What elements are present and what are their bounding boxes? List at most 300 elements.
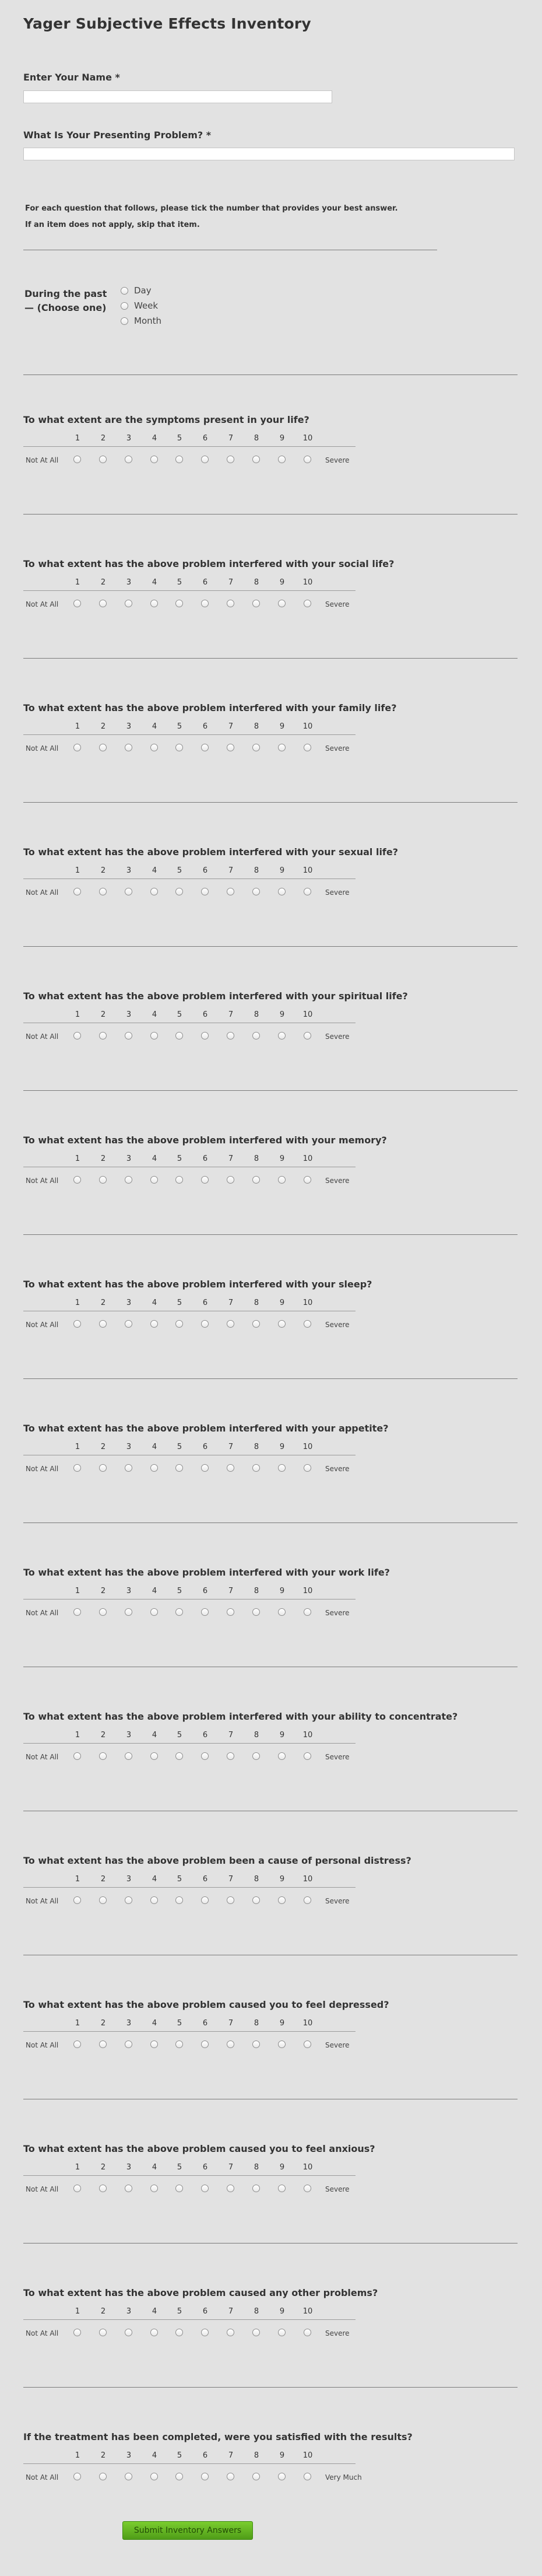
scale-high-label: Severe [325, 1609, 350, 1617]
rating-radio-3[interactable] [125, 1464, 132, 1472]
rating-radio-1[interactable] [73, 2041, 81, 2048]
rating-radio-3[interactable] [125, 2329, 132, 2336]
scale-number: 3 [126, 1298, 132, 1307]
rating-radio-8[interactable] [252, 1608, 260, 1616]
scale-number: 3 [126, 1875, 132, 1884]
scale-number: 9 [279, 1731, 285, 1740]
scale-number: 1 [75, 722, 80, 731]
rating-radio-7[interactable] [227, 2041, 234, 2048]
scale-number: 3 [126, 1443, 132, 1451]
scale-number: 2 [100, 1731, 106, 1740]
rating-radio-9[interactable] [278, 2329, 286, 2336]
rating-radio-5[interactable] [175, 456, 183, 463]
scale-number: 8 [254, 1875, 259, 1884]
rating-radio-6[interactable] [201, 2329, 209, 2336]
rating-radio-9[interactable] [278, 1032, 286, 1040]
scale-number: 1 [75, 1154, 80, 1163]
rating-radio-1[interactable] [73, 1752, 81, 1760]
scale-number: 4 [152, 1731, 157, 1740]
rating-radio-6[interactable] [201, 600, 209, 607]
scale-high-label: Severe [325, 1465, 350, 1473]
rating-radio-3[interactable] [125, 888, 132, 895]
rating-radio-2[interactable] [99, 744, 107, 751]
rating-radio-3[interactable] [125, 1032, 132, 1040]
scale-number: 3 [126, 434, 132, 443]
scale-number: 10 [302, 434, 313, 443]
scale-low-label: Not At All [26, 456, 59, 464]
scale-low-label: Not At All [26, 2185, 59, 2193]
rating-radio-10[interactable] [304, 1464, 311, 1472]
rating-radio-5[interactable] [175, 744, 183, 751]
scale-low-label: Not At All [26, 1465, 59, 1473]
rating-radio-4[interactable] [150, 1608, 158, 1616]
question-block [0, 2431, 542, 2576]
rating-radio-7[interactable] [227, 456, 234, 463]
rating-radio-8[interactable] [252, 600, 260, 607]
scale-number: 6 [202, 2307, 208, 2316]
rating-radio-10[interactable] [304, 2185, 311, 2192]
rating-radio-2[interactable] [99, 600, 107, 607]
period-radio-week[interactable] [121, 302, 128, 310]
rating-radio-5[interactable] [175, 600, 183, 607]
rating-radio-3[interactable] [125, 1752, 132, 1760]
scale-number: 6 [202, 866, 208, 875]
rating-radio-4[interactable] [150, 1752, 158, 1760]
rating-radio-9[interactable] [278, 600, 286, 607]
period-option-week[interactable] [121, 300, 158, 311]
rating-radio-9[interactable] [278, 2185, 286, 2192]
scale-high-label: Severe [325, 1897, 350, 1905]
rating-radio-1[interactable] [73, 456, 81, 463]
question-text: To what extent has the above problem interfered with your ability to concentrate? [23, 1711, 458, 1722]
scale-low-label: Not At All [26, 2473, 59, 2482]
scale-number: 6 [202, 1154, 208, 1163]
scale-number: 9 [279, 1587, 285, 1595]
rating-radio-5[interactable] [175, 2185, 183, 2192]
scale-number: 4 [152, 1875, 157, 1884]
question-block [0, 1567, 542, 1712]
page-title: Yager Subjective Effects Inventory [23, 15, 311, 32]
scale-divider [23, 1599, 356, 1600]
rating-radio-8[interactable] [252, 1320, 260, 1328]
scale-number: 6 [202, 1010, 208, 1019]
scale-number: 7 [228, 2451, 234, 2460]
rating-radio-4[interactable] [150, 1176, 158, 1184]
scale-number: 8 [254, 2163, 259, 2172]
rating-radio-5[interactable] [175, 888, 183, 895]
rating-radio-9[interactable] [278, 1896, 286, 1904]
scale-number: 1 [75, 2307, 80, 2316]
period-option-day[interactable] [121, 285, 152, 296]
scale-number: 2 [100, 1154, 106, 1163]
rating-radio-7[interactable] [227, 600, 234, 607]
rating-radio-8[interactable] [252, 2185, 260, 2192]
rating-radio-10[interactable] [304, 600, 311, 607]
rating-radio-7[interactable] [227, 2473, 234, 2480]
rating-radio-1[interactable] [73, 2329, 81, 2336]
rating-radio-8[interactable] [252, 1896, 260, 1904]
rating-radio-9[interactable] [278, 888, 286, 895]
scale-number: 1 [75, 1443, 80, 1451]
rating-radio-6[interactable] [201, 1752, 209, 1760]
rating-radio-2[interactable] [99, 1464, 107, 1472]
rating-radio-6[interactable] [201, 2473, 209, 2480]
scale-number: 1 [75, 1587, 80, 1595]
scale-number: 5 [177, 2163, 182, 2172]
scale-low-label: Not At All [26, 744, 59, 752]
scale-number: 5 [177, 2451, 182, 2460]
scale-number: 3 [126, 1010, 132, 1019]
rating-radio-6[interactable] [201, 1608, 209, 1616]
rating-radio-3[interactable] [125, 456, 132, 463]
rating-radio-1[interactable] [73, 1896, 81, 1904]
rating-radio-10[interactable] [304, 1176, 311, 1184]
scale-number: 7 [228, 722, 234, 731]
rating-radio-4[interactable] [150, 1896, 158, 1904]
question-block [0, 558, 542, 703]
rating-radio-5[interactable] [175, 2329, 183, 2336]
scale-number: 2 [100, 2163, 106, 2172]
rating-radio-5[interactable] [175, 1608, 183, 1616]
rating-radio-6[interactable] [201, 888, 209, 895]
scale-number: 3 [126, 2307, 132, 2316]
scale-number: 10 [302, 722, 313, 731]
scale-number: 5 [177, 578, 182, 587]
rating-radio-3[interactable] [125, 600, 132, 607]
scale-number: 9 [279, 1443, 285, 1451]
scale-low-label: Not At All [26, 2329, 59, 2337]
scale-number: 10 [302, 1154, 313, 1163]
rating-radio-1[interactable] [73, 600, 81, 607]
question-divider [23, 946, 518, 947]
scale-number: 9 [279, 2019, 285, 2028]
rating-radio-3[interactable] [125, 1176, 132, 1184]
rating-radio-2[interactable] [99, 2473, 107, 2480]
question-divider [23, 1234, 518, 1235]
question-block [0, 2287, 542, 2432]
rating-radio-8[interactable] [252, 1032, 260, 1040]
scale-number: 8 [254, 1587, 259, 1595]
rating-radio-7[interactable] [227, 744, 234, 751]
scale-high-label: Severe [325, 2185, 350, 2193]
rating-radio-10[interactable] [304, 2041, 311, 2048]
scale-number: 2 [100, 578, 106, 587]
rating-radio-3[interactable] [125, 1320, 132, 1328]
rating-radio-9[interactable] [278, 1752, 286, 1760]
rating-radio-7[interactable] [227, 1320, 234, 1328]
scale-number: 5 [177, 1010, 182, 1019]
rating-radio-10[interactable] [304, 888, 311, 895]
period-label: During the past — (Choose one) [24, 288, 107, 313]
rating-radio-10[interactable] [304, 1752, 311, 1760]
rating-radio-1[interactable] [73, 1464, 81, 1472]
scale-number: 10 [302, 1731, 313, 1740]
rating-radio-9[interactable] [278, 1608, 286, 1616]
scale-number: 1 [75, 2163, 80, 2172]
rating-radio-3[interactable] [125, 2185, 132, 2192]
period-radio-month[interactable] [121, 317, 128, 325]
rating-radio-5[interactable] [175, 1176, 183, 1184]
rating-radio-5[interactable] [175, 1896, 183, 1904]
rating-radio-6[interactable] [201, 456, 209, 463]
scale-number: 4 [152, 866, 157, 875]
scale-number: 4 [152, 1587, 157, 1595]
rating-radio-9[interactable] [278, 2041, 286, 2048]
scale-number: 9 [279, 1154, 285, 1163]
rating-radio-5[interactable] [175, 1464, 183, 1472]
scale-number: 9 [279, 2451, 285, 2460]
question-block [0, 1279, 542, 1423]
scale-number: 6 [202, 1443, 208, 1451]
scale-number: 9 [279, 866, 285, 875]
scale-number: 5 [177, 1875, 182, 1884]
scale-number: 6 [202, 2451, 208, 2460]
scale-high-label: Severe [325, 600, 350, 608]
rating-radio-8[interactable] [252, 1464, 260, 1472]
rating-radio-5[interactable] [175, 2473, 183, 2480]
scale-number: 6 [202, 2019, 208, 2028]
rating-radio-10[interactable] [304, 1032, 311, 1040]
rating-radio-1[interactable] [73, 888, 81, 895]
scale-low-label: Not At All [26, 1321, 59, 1329]
scale-high-label: Severe [325, 888, 350, 897]
rating-radio-2[interactable] [99, 2041, 107, 2048]
scale-number: 6 [202, 1875, 208, 1884]
period-divider [23, 374, 518, 375]
scale-number: 3 [126, 2451, 132, 2460]
rating-radio-6[interactable] [201, 744, 209, 751]
scale-number: 3 [126, 722, 132, 731]
scale-number: 1 [75, 2019, 80, 2028]
rating-radio-4[interactable] [150, 456, 158, 463]
scale-number: 1 [75, 1875, 80, 1884]
rating-radio-6[interactable] [201, 1896, 209, 1904]
period-option-month[interactable] [121, 316, 161, 326]
rating-radio-4[interactable] [150, 1464, 158, 1472]
rating-radio-4[interactable] [150, 2041, 158, 2048]
scale-high-label: Severe [325, 2041, 350, 2049]
rating-radio-6[interactable] [201, 1320, 209, 1328]
rating-radio-1[interactable] [73, 2185, 81, 2192]
rating-radio-7[interactable] [227, 2185, 234, 2192]
scale-number: 4 [152, 434, 157, 443]
scale-number: 5 [177, 1731, 182, 1740]
rating-radio-3[interactable] [125, 1896, 132, 1904]
scale-number: 8 [254, 434, 259, 443]
rating-radio-8[interactable] [252, 2329, 260, 2336]
scale-number: 3 [126, 2163, 132, 2172]
scale-number: 8 [254, 2451, 259, 2460]
scale-number: 6 [202, 1587, 208, 1595]
rating-radio-7[interactable] [227, 888, 234, 895]
rating-radio-4[interactable] [150, 888, 158, 895]
rating-radio-9[interactable] [278, 744, 286, 751]
scale-number: 4 [152, 1443, 157, 1451]
rating-radio-10[interactable] [304, 1896, 311, 1904]
scale-number: 7 [228, 2019, 234, 2028]
rating-radio-1[interactable] [73, 1176, 81, 1184]
rating-radio-2[interactable] [99, 1896, 107, 1904]
period-radio-day[interactable] [121, 287, 128, 295]
scale-number: 4 [152, 1154, 157, 1163]
rating-radio-10[interactable] [304, 1608, 311, 1616]
rating-radio-2[interactable] [99, 1752, 107, 1760]
rating-radio-4[interactable] [150, 2473, 158, 2480]
scale-number: 10 [302, 1875, 313, 1884]
scale-number: 8 [254, 866, 259, 875]
rating-radio-9[interactable] [278, 456, 286, 463]
name-input[interactable] [23, 90, 332, 103]
question-text: To what extent has the above problem been a cause of personal distress? [23, 1855, 411, 1866]
scale-number: 8 [254, 2307, 259, 2316]
rating-radio-6[interactable] [201, 1032, 209, 1040]
scale-number: 9 [279, 2307, 285, 2316]
scale-number: 8 [254, 2019, 259, 2028]
question-divider [23, 658, 518, 659]
scale-number: 1 [75, 1731, 80, 1740]
rating-radio-6[interactable] [201, 1176, 209, 1184]
scale-number: 1 [75, 1010, 80, 1019]
rating-radio-9[interactable] [278, 2473, 286, 2480]
scale-divider [23, 2175, 356, 2176]
scale-number: 2 [100, 722, 106, 731]
rating-radio-4[interactable] [150, 744, 158, 751]
scale-number: 9 [279, 722, 285, 731]
rating-radio-2[interactable] [99, 456, 107, 463]
scale-divider [23, 2031, 356, 2032]
rating-radio-3[interactable] [125, 1608, 132, 1616]
rating-radio-1[interactable] [73, 744, 81, 751]
rating-radio-2[interactable] [99, 1032, 107, 1040]
scale-number: 2 [100, 866, 106, 875]
rating-radio-10[interactable] [304, 744, 311, 751]
rating-radio-8[interactable] [252, 456, 260, 463]
rating-radio-3[interactable] [125, 744, 132, 751]
rating-radio-7[interactable] [227, 1464, 234, 1472]
scale-number: 6 [202, 1298, 208, 1307]
rating-radio-6[interactable] [201, 1464, 209, 1472]
problem-input[interactable] [23, 148, 515, 160]
scale-number: 2 [100, 1875, 106, 1884]
rating-radio-4[interactable] [150, 1320, 158, 1328]
rating-radio-4[interactable] [150, 2329, 158, 2336]
rating-radio-2[interactable] [99, 888, 107, 895]
rating-radio-4[interactable] [150, 600, 158, 607]
scale-low-label: Not At All [26, 888, 59, 897]
rating-radio-8[interactable] [252, 888, 260, 895]
question-block [0, 1423, 542, 1567]
scale-number: 10 [302, 1010, 313, 1019]
scale-number: 9 [279, 1298, 285, 1307]
rating-radio-8[interactable] [252, 744, 260, 751]
rating-radio-7[interactable] [227, 1752, 234, 1760]
rating-radio-7[interactable] [227, 2329, 234, 2336]
question-text: If the treatment has been completed, were you satisfied with the results? [23, 2431, 413, 2442]
rating-radio-2[interactable] [99, 1176, 107, 1184]
submit-button[interactable]: Submit Inventory Answers [122, 2521, 253, 2540]
rating-radio-3[interactable] [125, 2473, 132, 2480]
rating-radio-5[interactable] [175, 1032, 183, 1040]
scale-number: 5 [177, 2307, 182, 2316]
scale-divider [23, 734, 356, 735]
rating-radio-6[interactable] [201, 2185, 209, 2192]
rating-radio-3[interactable] [125, 2041, 132, 2048]
scale-low-label: Not At All [26, 1753, 59, 1761]
scale-number: 2 [100, 1298, 106, 1307]
rating-radio-10[interactable] [304, 2329, 311, 2336]
rating-radio-9[interactable] [278, 1320, 286, 1328]
scale-number: 3 [126, 1154, 132, 1163]
rating-radio-6[interactable] [201, 2041, 209, 2048]
rating-radio-4[interactable] [150, 1032, 158, 1040]
scale-number: 7 [228, 1875, 234, 1884]
scale-number: 2 [100, 2451, 106, 2460]
rating-radio-8[interactable] [252, 1176, 260, 1184]
rating-radio-5[interactable] [175, 1320, 183, 1328]
rating-radio-7[interactable] [227, 1608, 234, 1616]
scale-number: 7 [228, 578, 234, 587]
rating-radio-2[interactable] [99, 2329, 107, 2336]
rating-radio-1[interactable] [73, 1320, 81, 1328]
rating-radio-10[interactable] [304, 456, 311, 463]
scale-high-label: Severe [325, 1177, 350, 1185]
rating-radio-2[interactable] [99, 1320, 107, 1328]
scale-number: 7 [228, 434, 234, 443]
problem-label: What Is Your Presenting Problem? * [23, 130, 212, 141]
rating-radio-5[interactable] [175, 1752, 183, 1760]
rating-radio-8[interactable] [252, 1752, 260, 1760]
scale-low-label: Not At All [26, 2041, 59, 2049]
rating-radio-1[interactable] [73, 1032, 81, 1040]
scale-number: 5 [177, 434, 182, 443]
scale-number: 6 [202, 434, 208, 443]
question-text: To what extent has the above problem caused any other problems? [23, 2287, 378, 2298]
scale-number: 10 [302, 1443, 313, 1451]
rating-radio-9[interactable] [278, 1176, 286, 1184]
question-text: To what extent has the above problem interfered with your work life? [23, 1567, 390, 1578]
rating-radio-7[interactable] [227, 1896, 234, 1904]
question-block [0, 2143, 542, 2288]
rating-radio-4[interactable] [150, 2185, 158, 2192]
rating-radio-5[interactable] [175, 2041, 183, 2048]
rating-radio-1[interactable] [73, 2473, 81, 2480]
rating-radio-8[interactable] [252, 2041, 260, 2048]
question-block [0, 846, 542, 991]
question-text: To what extent has the above problem interfered with your social life? [23, 558, 395, 569]
scale-number: 9 [279, 1010, 285, 1019]
scale-number: 8 [254, 722, 259, 731]
rating-radio-2[interactable] [99, 1608, 107, 1616]
question-block [0, 991, 542, 1135]
scale-number: 7 [228, 1443, 234, 1451]
question-divider [23, 2387, 518, 2388]
rating-radio-7[interactable] [227, 1032, 234, 1040]
scale-number: 1 [75, 2451, 80, 2460]
rating-radio-8[interactable] [252, 2473, 260, 2480]
scale-number: 10 [302, 2163, 313, 2172]
rating-radio-2[interactable] [99, 2185, 107, 2192]
rating-radio-1[interactable] [73, 1608, 81, 1616]
scale-number: 1 [75, 578, 80, 587]
rating-radio-7[interactable] [227, 1176, 234, 1184]
scale-number: 10 [302, 2307, 313, 2316]
scale-divider [23, 878, 356, 879]
rating-radio-10[interactable] [304, 2473, 311, 2480]
rating-radio-9[interactable] [278, 1464, 286, 1472]
scale-number: 1 [75, 866, 80, 875]
rating-radio-10[interactable] [304, 1320, 311, 1328]
instructions-line: If an item does not apply, skip that item. [25, 220, 200, 229]
